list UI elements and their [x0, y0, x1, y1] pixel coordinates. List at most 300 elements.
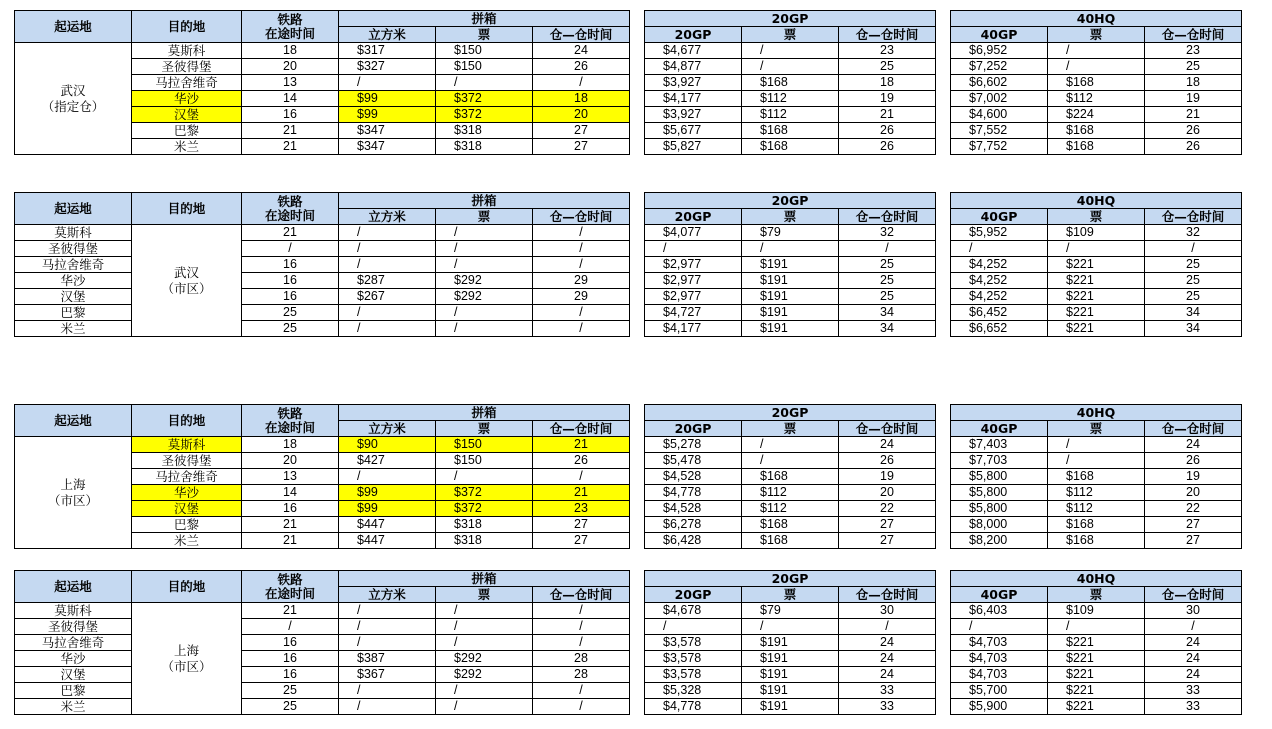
gp20-price-cell: $2,977 — [645, 289, 742, 305]
gp20-ticket-header: 票 — [742, 27, 839, 43]
rail-time-cell: / — [242, 241, 339, 257]
lcl-w2w-cell: / — [533, 305, 630, 321]
origin-name: 上海 — [60, 476, 86, 492]
hq40-w2w-cell: 18 — [1145, 75, 1242, 91]
gp20-price-cell: $5,278 — [645, 437, 742, 453]
lcl-w2w-cell: 28 — [533, 667, 630, 683]
column-gap — [630, 91, 645, 107]
hq40-price-cell: $8,000 — [951, 517, 1048, 533]
lcl-cbm-cell: / — [339, 241, 436, 257]
rail-time-cell: 21 — [242, 517, 339, 533]
column-gap — [936, 289, 951, 305]
column-gap — [630, 667, 645, 683]
gp20-ticket-header: 票 — [742, 421, 839, 437]
rail-time-header-line2: 在途时间 — [264, 419, 315, 435]
table-row — [15, 501, 1242, 517]
lcl-cbm-cell: / — [339, 75, 436, 91]
hq40-w2w-cell: 27 — [1145, 533, 1242, 549]
lcl-ticket-cell: $150 — [436, 437, 533, 453]
hq40-price-cell: $6,602 — [951, 75, 1048, 91]
hq40-w2w-cell: 25 — [1145, 289, 1242, 305]
lcl-cbm-cell: / — [339, 699, 436, 715]
gp20-w2w-cell: 23 — [839, 43, 936, 59]
gp20-price-cell: $3,927 — [645, 107, 742, 123]
gp20-ticket-cell: $168 — [742, 469, 839, 485]
lcl-w2w-cell: / — [533, 635, 630, 651]
lcl-ticket-cell: / — [436, 75, 533, 91]
gp40-price-header: 40GP — [951, 587, 1048, 603]
lcl-w2w-cell: 27 — [533, 533, 630, 549]
origin-cell: 米兰 — [15, 699, 132, 715]
lcl-ticket-header: 票 — [436, 587, 533, 603]
hq40-ticket-cell: $112 — [1048, 485, 1145, 501]
lcl-w2w-cell: 29 — [533, 273, 630, 289]
rail-time-cell: 13 — [242, 75, 339, 91]
column-gap — [936, 305, 951, 321]
lcl-cbm-cell: $327 — [339, 59, 436, 75]
origin-cell: 莫斯科 — [15, 225, 132, 241]
column-gap — [936, 501, 951, 517]
column-gap — [630, 699, 645, 715]
rail-time-cell: 16 — [242, 651, 339, 667]
gp20-ticket-cell: / — [742, 619, 839, 635]
hq40-price-cell: $7,252 — [951, 59, 1048, 75]
lcl-cbm-cell: / — [339, 321, 436, 337]
lcl-w2w-cell: / — [533, 469, 630, 485]
rail-time-cell: 25 — [242, 305, 339, 321]
column-gap — [630, 75, 645, 91]
gp20-ticket-cell: $79 — [742, 225, 839, 241]
column-gap — [936, 123, 951, 139]
destination-cell: 马拉舍维奇 — [132, 469, 242, 485]
hq40-price-cell: $7,002 — [951, 91, 1048, 107]
rail-time-cell: 20 — [242, 59, 339, 75]
column-gap — [936, 485, 951, 501]
hq40-header: 40HQ — [951, 193, 1242, 209]
hq40-w2w-cell: 24 — [1145, 635, 1242, 651]
hq40-price-cell: $4,703 — [951, 667, 1048, 683]
lcl-cbm-cell: / — [339, 257, 436, 273]
column-gap — [630, 107, 645, 123]
destination-header: 目的地 — [132, 193, 242, 225]
column-gap — [936, 91, 951, 107]
hq40-w2w-cell: 24 — [1145, 651, 1242, 667]
gp20-price-cell: $5,827 — [645, 139, 742, 155]
hq40-header: 40HQ — [951, 11, 1242, 27]
column-gap — [936, 667, 951, 683]
hq40-w2w-header: 仓—仓时间 — [1145, 27, 1242, 43]
lcl-w2w-header: 仓—仓时间 — [533, 27, 630, 43]
hq40-w2w-cell: 26 — [1145, 139, 1242, 155]
lcl-cbm-cell: / — [339, 603, 436, 619]
rail-time-cell: 21 — [242, 225, 339, 241]
rail-time-header — [242, 405, 339, 437]
hq40-ticket-cell: $221 — [1048, 273, 1145, 289]
lcl-w2w-cell: 27 — [533, 139, 630, 155]
destination-cell: 华沙 — [132, 485, 242, 501]
gp20-w2w-cell: 27 — [839, 533, 936, 549]
lcl-cbm-header: 立方米 — [339, 421, 436, 437]
origin-warehouse: （市区） — [47, 492, 98, 508]
hq40-price-cell: $6,952 — [951, 43, 1048, 59]
lcl-w2w-cell: / — [533, 321, 630, 337]
rail-time-cell: 16 — [242, 635, 339, 651]
gp20-price-cell: $5,328 — [645, 683, 742, 699]
lcl-ticket-header: 票 — [436, 209, 533, 225]
lcl-w2w-cell: 27 — [533, 517, 630, 533]
rail-time-header-line1: 铁路 — [277, 193, 303, 209]
gp20-w2w-cell: 26 — [839, 123, 936, 139]
hq40-w2w-cell: 19 — [1145, 91, 1242, 107]
column-gap — [630, 603, 645, 619]
rail-time-header-line2: 在途时间 — [264, 585, 315, 601]
column-gap — [630, 501, 645, 517]
column-gap — [630, 651, 645, 667]
gp20-w2w-cell: 33 — [839, 699, 936, 715]
origin-cell: 汉堡 — [15, 289, 132, 305]
destination-cell — [132, 603, 242, 715]
lcl-cbm-header: 立方米 — [339, 587, 436, 603]
hq40-ticket-header: 票 — [1048, 421, 1145, 437]
gp20-ticket-cell: $191 — [742, 699, 839, 715]
lcl-ticket-cell: $150 — [436, 453, 533, 469]
gp20-w2w-cell: 30 — [839, 603, 936, 619]
lcl-ticket-cell: / — [436, 305, 533, 321]
column-gap — [630, 485, 645, 501]
hq40-price-cell: / — [951, 241, 1048, 257]
hq40-ticket-cell: $112 — [1048, 91, 1145, 107]
column-gap — [936, 107, 951, 123]
gp20-price-cell: $5,677 — [645, 123, 742, 139]
gp20-w2w-cell: 24 — [839, 667, 936, 683]
gp40-price-header: 40GP — [951, 27, 1048, 43]
lcl-cbm-header: 立方米 — [339, 27, 436, 43]
gp20-w2w-cell: 26 — [839, 453, 936, 469]
lcl-w2w-cell: 21 — [533, 437, 630, 453]
gp20-ticket-cell: $168 — [742, 123, 839, 139]
gp20-ticket-cell: $191 — [742, 305, 839, 321]
rail-time-header-line1: 铁路 — [277, 571, 303, 587]
hq40-ticket-cell: / — [1048, 453, 1145, 469]
hq40-w2w-cell: 33 — [1145, 699, 1242, 715]
hq40-w2w-cell: 25 — [1145, 257, 1242, 273]
column-gap — [936, 225, 951, 241]
hq40-w2w-header: 仓—仓时间 — [1145, 587, 1242, 603]
gp20-w2w-cell: 20 — [839, 485, 936, 501]
lcl-ticket-cell: $318 — [436, 517, 533, 533]
gp20-ticket-cell: $112 — [742, 91, 839, 107]
column-gap — [936, 43, 951, 59]
hq40-price-cell: $7,703 — [951, 453, 1048, 469]
gp20-ticket-header: 票 — [742, 209, 839, 225]
rate-table-2 — [14, 192, 1242, 337]
rail-time-header — [242, 571, 339, 603]
gp20-w2w-header: 仓—仓时间 — [839, 421, 936, 437]
gp20-price-cell: $6,278 — [645, 517, 742, 533]
hq40-ticket-cell: $168 — [1048, 533, 1145, 549]
rail-time-cell: 14 — [242, 485, 339, 501]
destination-cell — [132, 225, 242, 337]
hq40-ticket-cell: $221 — [1048, 667, 1145, 683]
hq40-price-cell: $8,200 — [951, 533, 1048, 549]
lcl-cbm-cell: $447 — [339, 517, 436, 533]
column-gap — [936, 75, 951, 91]
lcl-cbm-cell: $99 — [339, 91, 436, 107]
lcl-cbm-cell: $267 — [339, 289, 436, 305]
rail-time-header — [242, 193, 339, 225]
lcl-cbm-cell: $99 — [339, 485, 436, 501]
hq40-price-cell: $5,952 — [951, 225, 1048, 241]
lcl-ticket-cell: $318 — [436, 139, 533, 155]
lcl-ticket-cell: / — [436, 699, 533, 715]
destination-name: 上海 — [173, 642, 199, 658]
origin-header: 起运地 — [15, 193, 132, 225]
hq40-ticket-cell: / — [1048, 619, 1145, 635]
lcl-cbm-cell: / — [339, 225, 436, 241]
rate-table-3 — [14, 404, 1242, 549]
gp20-ticket-cell: $191 — [742, 273, 839, 289]
hq40-ticket-cell: / — [1048, 59, 1145, 75]
rail-time-cell: 14 — [242, 91, 339, 107]
origin-cell: 马拉舍维奇 — [15, 635, 132, 651]
hq40-w2w-cell: 34 — [1145, 321, 1242, 337]
hq40-price-cell: $4,600 — [951, 107, 1048, 123]
rail-time-cell: 16 — [242, 273, 339, 289]
hq40-price-cell: $5,800 — [951, 485, 1048, 501]
column-gap — [936, 635, 951, 651]
column-gap — [936, 405, 951, 437]
column-gap — [936, 321, 951, 337]
column-gap — [936, 257, 951, 273]
column-gap — [936, 533, 951, 549]
hq40-price-cell: $5,800 — [951, 469, 1048, 485]
lcl-cbm-cell: / — [339, 305, 436, 321]
hq40-w2w-cell: 27 — [1145, 517, 1242, 533]
hq40-w2w-cell: / — [1145, 241, 1242, 257]
gp20-price-cell: / — [645, 241, 742, 257]
origin-warehouse: （指定仓） — [41, 98, 105, 114]
hq40-w2w-cell: 34 — [1145, 305, 1242, 321]
rail-time-cell: 21 — [242, 139, 339, 155]
hq40-ticket-cell: $168 — [1048, 517, 1145, 533]
lcl-cbm-cell: $317 — [339, 43, 436, 59]
gp20-price-cell: $4,877 — [645, 59, 742, 75]
hq40-ticket-cell: $168 — [1048, 469, 1145, 485]
gp20-ticket-cell: $79 — [742, 603, 839, 619]
hq40-header: 40HQ — [951, 571, 1242, 587]
lcl-w2w-cell: 28 — [533, 651, 630, 667]
gp40-price-header: 40GP — [951, 209, 1048, 225]
destination-district: （市区） — [161, 658, 212, 674]
gp20-w2w-cell: / — [839, 619, 936, 635]
gp20-price-cell: $2,977 — [645, 273, 742, 289]
hq40-price-cell: $5,800 — [951, 501, 1048, 517]
table-row — [15, 139, 1242, 155]
hq40-ticket-cell: $224 — [1048, 107, 1145, 123]
lcl-header: 拼箱 — [339, 405, 630, 421]
table-row — [15, 517, 1242, 533]
lcl-cbm-cell: $287 — [339, 273, 436, 289]
column-gap — [630, 571, 645, 603]
origin-cell: 马拉舍维奇 — [15, 257, 132, 273]
gp20-price-header: 20GP — [645, 27, 742, 43]
header-row — [15, 571, 1242, 587]
hq40-ticket-cell: $168 — [1048, 123, 1145, 139]
rail-time-cell: 21 — [242, 603, 339, 619]
gp20-price-cell: $4,678 — [645, 603, 742, 619]
column-gap — [630, 257, 645, 273]
lcl-ticket-cell: / — [436, 619, 533, 635]
hq40-price-cell: $6,652 — [951, 321, 1048, 337]
table-row — [15, 453, 1242, 469]
destination-name: 武汉 — [173, 264, 199, 280]
gp20-price-cell: $4,177 — [645, 91, 742, 107]
hq40-price-cell: $4,252 — [951, 289, 1048, 305]
hq40-ticket-cell: $221 — [1048, 683, 1145, 699]
gp20-w2w-cell: 25 — [839, 289, 936, 305]
gp20-ticket-cell: / — [742, 437, 839, 453]
lcl-cbm-cell: $90 — [339, 437, 436, 453]
origin-header: 起运地 — [15, 11, 132, 43]
lcl-ticket-cell: / — [436, 225, 533, 241]
rail-time-cell: 16 — [242, 501, 339, 517]
destination-cell: 巴黎 — [132, 123, 242, 139]
lcl-header: 拼箱 — [339, 571, 630, 587]
lcl-cbm-cell: $347 — [339, 123, 436, 139]
rail-time-header — [242, 11, 339, 43]
column-gap — [936, 619, 951, 635]
column-gap — [936, 699, 951, 715]
column-gap — [630, 123, 645, 139]
gp20-w2w-cell: 19 — [839, 91, 936, 107]
hq40-ticket-cell: $168 — [1048, 139, 1145, 155]
hq40-ticket-cell: / — [1048, 437, 1145, 453]
lcl-header: 拼箱 — [339, 193, 630, 209]
gp20-price-header: 20GP — [645, 587, 742, 603]
origin-cell: 圣彼得堡 — [15, 241, 132, 257]
lcl-w2w-cell: / — [533, 241, 630, 257]
table-row — [15, 107, 1242, 123]
hq40-ticket-cell: $112 — [1048, 501, 1145, 517]
hq40-price-cell: $6,452 — [951, 305, 1048, 321]
hq40-ticket-cell: $221 — [1048, 699, 1145, 715]
hq40-ticket-cell: $221 — [1048, 305, 1145, 321]
column-gap — [630, 437, 645, 453]
lcl-ticket-cell: $372 — [436, 485, 533, 501]
lcl-cbm-cell: $99 — [339, 501, 436, 517]
destination-header: 目的地 — [132, 571, 242, 603]
origin-header: 起运地 — [15, 571, 132, 603]
hq40-w2w-cell: 19 — [1145, 469, 1242, 485]
rail-time-cell: / — [242, 619, 339, 635]
gp20-w2w-cell: 26 — [839, 139, 936, 155]
lcl-ticket-cell: $292 — [436, 651, 533, 667]
lcl-cbm-cell: / — [339, 619, 436, 635]
hq40-price-cell: $4,703 — [951, 635, 1048, 651]
gp20-price-header: 20GP — [645, 421, 742, 437]
lcl-cbm-header: 立方米 — [339, 209, 436, 225]
hq40-ticket-cell: $221 — [1048, 635, 1145, 651]
table-row — [15, 603, 1242, 619]
column-gap — [936, 241, 951, 257]
hq40-ticket-cell: $221 — [1048, 289, 1145, 305]
hq40-w2w-cell: 23 — [1145, 43, 1242, 59]
column-gap — [630, 405, 645, 437]
rate-table-1 — [14, 10, 1242, 155]
column-gap — [630, 321, 645, 337]
hq40-price-cell: $5,900 — [951, 699, 1048, 715]
hq40-w2w-header: 仓—仓时间 — [1145, 421, 1242, 437]
gp20-price-cell: $3,927 — [645, 75, 742, 91]
lcl-ticket-cell: $292 — [436, 289, 533, 305]
table-row — [15, 43, 1242, 59]
gp20-price-header: 20GP — [645, 209, 742, 225]
lcl-w2w-cell: 27 — [533, 123, 630, 139]
gp20-ticket-cell: $191 — [742, 683, 839, 699]
rate-table-4 — [14, 570, 1242, 715]
column-gap — [630, 619, 645, 635]
gp20-ticket-cell: $191 — [742, 257, 839, 273]
gp20-w2w-header: 仓—仓时间 — [839, 209, 936, 225]
gp20-header: 20GP — [645, 11, 936, 27]
column-gap — [630, 635, 645, 651]
hq40-w2w-cell: 33 — [1145, 683, 1242, 699]
header-row — [15, 11, 1242, 27]
column-gap — [936, 571, 951, 603]
lcl-ticket-cell: $318 — [436, 123, 533, 139]
origin-cell — [15, 437, 132, 549]
gp20-ticket-cell: $191 — [742, 651, 839, 667]
lcl-ticket-cell: $150 — [436, 59, 533, 75]
gp20-w2w-header: 仓—仓时间 — [839, 587, 936, 603]
gp20-ticket-cell: $191 — [742, 667, 839, 683]
hq40-ticket-cell: $168 — [1048, 75, 1145, 91]
column-gap — [936, 273, 951, 289]
origin-header: 起运地 — [15, 405, 132, 437]
lcl-ticket-cell: $292 — [436, 667, 533, 683]
destination-cell: 华沙 — [132, 91, 242, 107]
gp20-ticket-cell: $168 — [742, 75, 839, 91]
gp20-w2w-cell: 34 — [839, 305, 936, 321]
gp20-header: 20GP — [645, 193, 936, 209]
table-row — [15, 437, 1242, 453]
table-row — [15, 225, 1242, 241]
lcl-ticket-cell: $318 — [436, 533, 533, 549]
gp20-price-cell: $2,977 — [645, 257, 742, 273]
column-gap — [936, 139, 951, 155]
rail-time-cell: 13 — [242, 469, 339, 485]
rail-time-header-line2: 在途时间 — [264, 207, 315, 223]
gp20-price-cell: $4,778 — [645, 699, 742, 715]
hq40-w2w-cell: 24 — [1145, 667, 1242, 683]
hq40-w2w-cell: 32 — [1145, 225, 1242, 241]
gp20-w2w-cell: 19 — [839, 469, 936, 485]
hq40-price-cell: $7,552 — [951, 123, 1048, 139]
lcl-w2w-cell: / — [533, 225, 630, 241]
column-gap — [936, 437, 951, 453]
table-row — [15, 533, 1242, 549]
hq40-ticket-header: 票 — [1048, 27, 1145, 43]
lcl-w2w-cell: / — [533, 699, 630, 715]
hq40-w2w-cell: 25 — [1145, 273, 1242, 289]
destination-header: 目的地 — [132, 11, 242, 43]
gp20-price-cell: $4,528 — [645, 501, 742, 517]
column-gap — [936, 59, 951, 75]
rail-time-cell: 16 — [242, 667, 339, 683]
hq40-w2w-cell: 25 — [1145, 59, 1242, 75]
gp20-ticket-cell: $168 — [742, 517, 839, 533]
gp20-w2w-cell: 34 — [839, 321, 936, 337]
